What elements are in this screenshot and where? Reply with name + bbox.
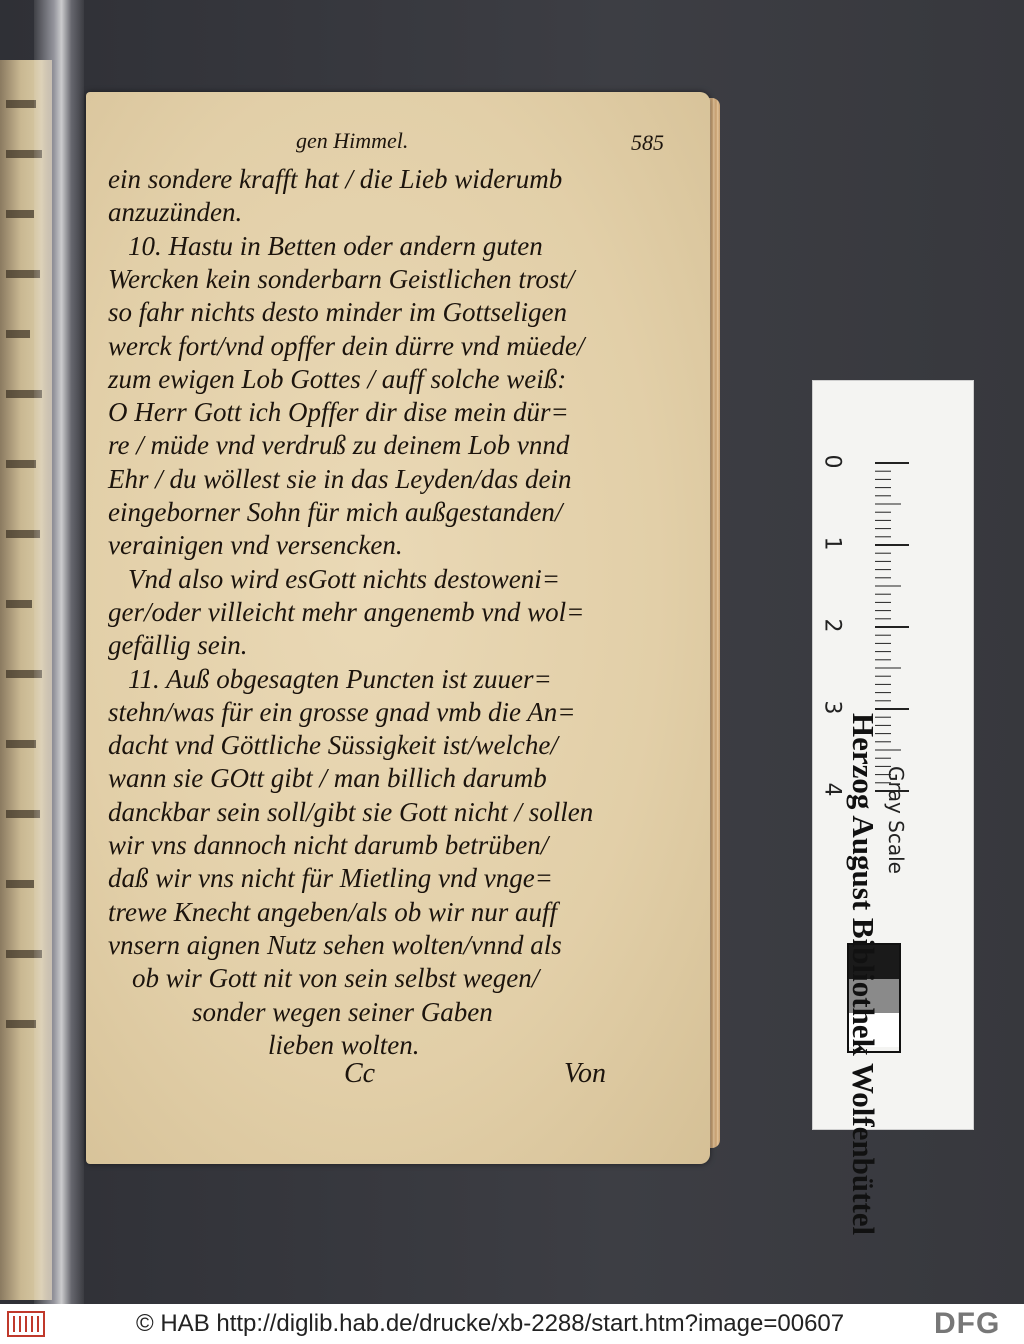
text-line: ger/oder villeicht mehr angenemb vnd wol= — [108, 596, 585, 627]
text-line: Wercken kein sonderbarn Geistlichen trost/ — [108, 263, 575, 294]
glass-holder-strip — [34, 0, 84, 1304]
text-line: ein sondere krafft hat / die Lieb widerumb — [108, 164, 563, 194]
text-line: O Herr Gott ich Opffer dir dise mein dür= — [108, 397, 569, 428]
text-line: Vnd also wird esGott nichts destoweni= — [128, 563, 560, 594]
ruler-number: 0 — [819, 454, 845, 469]
page-number: 585 — [631, 130, 664, 155]
text-line: sonder wegen seiner Gaben — [192, 996, 493, 1027]
signature-mark: Cc — [344, 1058, 376, 1089]
gray-scale-label: Gray Scale — [884, 766, 908, 874]
ruler-ticks — [875, 459, 915, 799]
catchword: Von — [564, 1058, 606, 1089]
text-line: stehn/was für ein grosse gnad vmb die An= — [108, 696, 576, 727]
text-line: zum ewigen Lob Gottes / auff solche weiß: — [108, 363, 567, 394]
ruler-number: 4 — [819, 782, 845, 797]
hab-logo-icon — [6, 1310, 46, 1338]
dfg-logo: DFG — [934, 1307, 1001, 1340]
text-line: eingeborner Sohn für mich außgestanden/ — [108, 497, 563, 527]
text-line: verainigen vnd versencken. — [108, 530, 403, 561]
text-line: daß wir vns nicht für Mietling vnd vnge= — [108, 863, 553, 894]
text-line: lieben wolten. — [268, 1029, 420, 1060]
ruler-number: 3 — [819, 700, 845, 715]
text-line: Ehr / du wöllest sie in das Leyden/das dein — [108, 463, 572, 494]
text-line: 11. Auß obgesagten Puncten ist zuuer= — [128, 663, 552, 694]
ruler-number: 1 — [819, 536, 845, 551]
ruler-number: 2 — [819, 618, 845, 633]
text-line: wir vns dannoch nicht darumb betrüben/ — [108, 830, 549, 860]
library-name: Herzog August Bibliothek Wolfenbüttel — [846, 713, 881, 1236]
text-line: re / müde vnd verdruß zu deinem Lob vnnd — [108, 430, 570, 461]
text-line: 10. Hastu in Betten oder andern guten — [128, 230, 543, 261]
footer-bar — [0, 1304, 1024, 1344]
text-line: dacht vnd Göttliche Süssigkeit ist/welche/ — [108, 730, 558, 761]
footer-credit-link[interactable]: © HAB http://diglib.hab.de/drucke/xb-2288/start.htm?image=00607 — [136, 1310, 845, 1337]
text-line: gefällig sein. — [108, 630, 248, 661]
text-line: wann sie GOtt gibt / man billich darumb — [108, 763, 547, 794]
text-line: trewe Knecht angeben/als ob wir nur auff — [108, 896, 557, 927]
text-line: so fahr nichts desto minder im Gottseligen — [108, 297, 567, 328]
text-line: werck fort/vnd opffer dein dürre vnd müede/ — [108, 330, 585, 361]
gray-scale-card — [812, 380, 974, 1236]
text-line: ob wir Gott nit von sein selbst wegen/ — [132, 963, 540, 994]
text-line: vnsern aignen Nutz sehen wolten/vnnd als — [108, 929, 562, 960]
text-line: anzuzünden. — [108, 197, 243, 228]
running-head: gen Himmel. — [296, 128, 409, 153]
text-line: danckbar sein soll/gibt sie Gott nicht / sollen — [108, 796, 594, 827]
